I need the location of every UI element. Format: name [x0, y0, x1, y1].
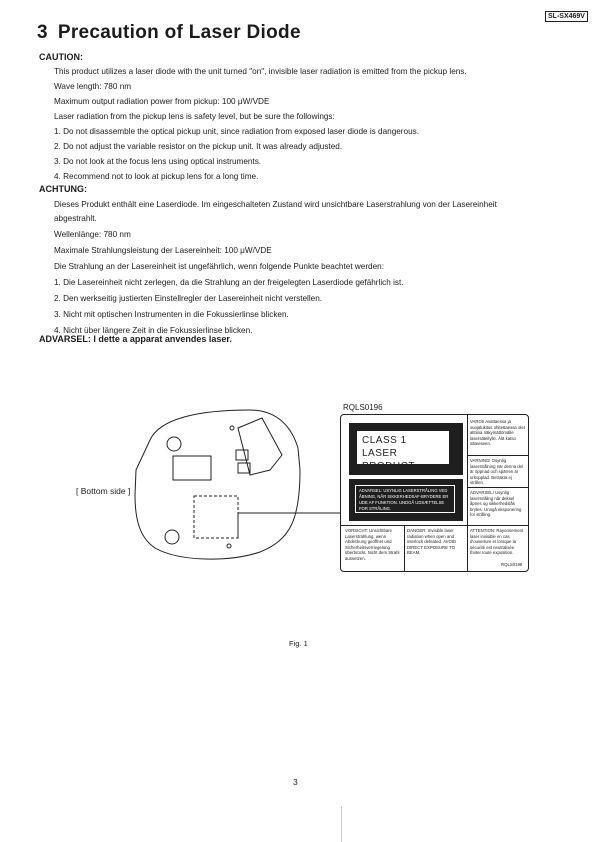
label-divider	[467, 455, 528, 456]
achtung-line: Dieses Produkt enthält eine Laserdiode. Im eingeschalteten Zustand wird unsichtbare Laserstrahlung von der Lasereinheit	[54, 200, 497, 209]
bottom-side-label: [ Bottom side ]	[76, 486, 131, 496]
french-warning-text: ATTENTION: Rayonnement laser invisible en cas d'ouverture et lorsque la sécurité est neutralisée. Éviter toute exposition.	[470, 528, 524, 556]
label-code: RQLS0196	[343, 403, 383, 412]
english-warning-text: DANGER: Invisible laser radiation when open and interlock defeated. AVOID DIRECT EXPOSURE TO BEAM.	[407, 528, 457, 556]
advarsel-label: ADVARSEL: I dette a apparat anvendes laser.	[39, 334, 232, 344]
class-1-block	[349, 423, 463, 475]
device-outline	[135, 410, 300, 559]
label-divider	[341, 525, 528, 526]
caution-line: Laser radiation from the pickup lens is safety level, but be sure the followings:	[54, 112, 335, 121]
caution-line: 1. Do not disassemble the optical pickup unit, since radiation from exposed laser diode is dangerous.	[54, 127, 420, 136]
german-warning-text: VORSICHT: Unsichtbare Laserstrahlung, wenn Abdeckung geöffnet und Sicherheitsverriegelung überbrückt. Nicht dem Strahl aussetzen.	[345, 528, 400, 561]
caution-line: 4. Recommend not to look at pickup lens for a long time.	[54, 172, 259, 181]
label-divider	[467, 415, 468, 571]
jack-panel	[238, 418, 282, 475]
class-line: LASER PRODUCT	[362, 448, 415, 472]
label-part-code: RQLS0196	[501, 562, 523, 567]
label-divider	[467, 487, 528, 488]
small-hole-icon	[230, 426, 234, 430]
norwegian-warning-text: ADVARSEL! Usynlig laserstråling når deksel åpnes og sikkerhedslås brytes. Unngå eksponering for stråling.	[470, 490, 522, 518]
achtung-line: Wellenlänge: 780 nm	[54, 230, 131, 239]
caution-label: CAUTION:	[39, 52, 83, 62]
achtung-line: abgestrahlt.	[54, 214, 97, 223]
achtung-line: Maximale Strahlungsleistung der Lasereinheit: 100 μW/VDE	[54, 246, 272, 255]
scan-edge-mark	[341, 806, 342, 842]
battery-compartment	[173, 456, 211, 480]
caution-line: 2. Do not adjust the variable resistor on the pickup unit. It was already adjusted.	[54, 142, 343, 151]
caution-line: This product utilizes a laser diode with the unit turned "on", invisible laser radiation is emitted from the pickup lens.	[54, 67, 467, 76]
class-line: CLASS 1	[362, 435, 407, 446]
label-divider	[404, 525, 405, 571]
achtung-line: 4. Nicht über längere Zeit in die Fokussierlinse blicken.	[54, 326, 253, 335]
achtung-line: 1. Die Lasereinheit nicht zerlegen, da die Strahlung an der freigelegten Laserdiode gefährlich ist.	[54, 278, 404, 287]
class-1-panel	[357, 431, 449, 472]
page-number: 3	[293, 777, 298, 787]
achtung-line: Die Strahlung an der Lasereinheit ist ungefährlich, wenn folgende Punkte beachtet werden:	[54, 262, 384, 271]
model-number-badge: SL-SX469V	[545, 11, 588, 22]
small-hole-icon	[227, 544, 231, 548]
swedish-warning-text: VARNING! Osynlig laserstrålning när denna del är öppnad och spärren är urkopplad. Betrakta ej strålen.	[470, 458, 524, 486]
label-position-outline	[194, 496, 238, 538]
section-title: Precaution of Laser Diode	[57, 22, 301, 43]
figure-caption: Fig. 1	[289, 639, 308, 648]
achtung-line: 2. Den werkseitig justierten Einstellregler der Lasereinheit nicht verstellen.	[54, 294, 323, 303]
achtung-line: 3. Nicht mit optischen Instrumenten in die Fokussierlinse blicken.	[54, 310, 289, 319]
section-number: 3	[37, 22, 48, 43]
achtung-label: ACHTUNG:	[39, 184, 87, 194]
laser-warning-label	[340, 414, 529, 572]
danish-warning-text: ADVARSEL: USYNLIG LASERSTRÅLING VED ÅBNING, NÅR SIKKERHEDSAF-BRYDERE ER UDE AF FUNKTION. UNDGÅ UDSÆTTELSE FOR STRÅLING.	[355, 485, 455, 513]
caution-line: 3. Do not look at the focus lens using optical instruments.	[54, 157, 262, 166]
caution-line: Wave length: 780 nm	[54, 82, 132, 91]
finnish-warning-text: VAROI! Avattaessa ja suojalukitus ohitettaessa olet alttiina näkymättömälle lasersäteilylle. Älä katso säteeseen.	[470, 419, 525, 447]
danish-warning-block	[349, 479, 463, 521]
caution-line: Maximum output radiation power from pickup: 100 μW/VDE	[54, 97, 270, 106]
screw-hole-icon	[167, 437, 181, 451]
screw-hole-icon	[165, 530, 179, 544]
